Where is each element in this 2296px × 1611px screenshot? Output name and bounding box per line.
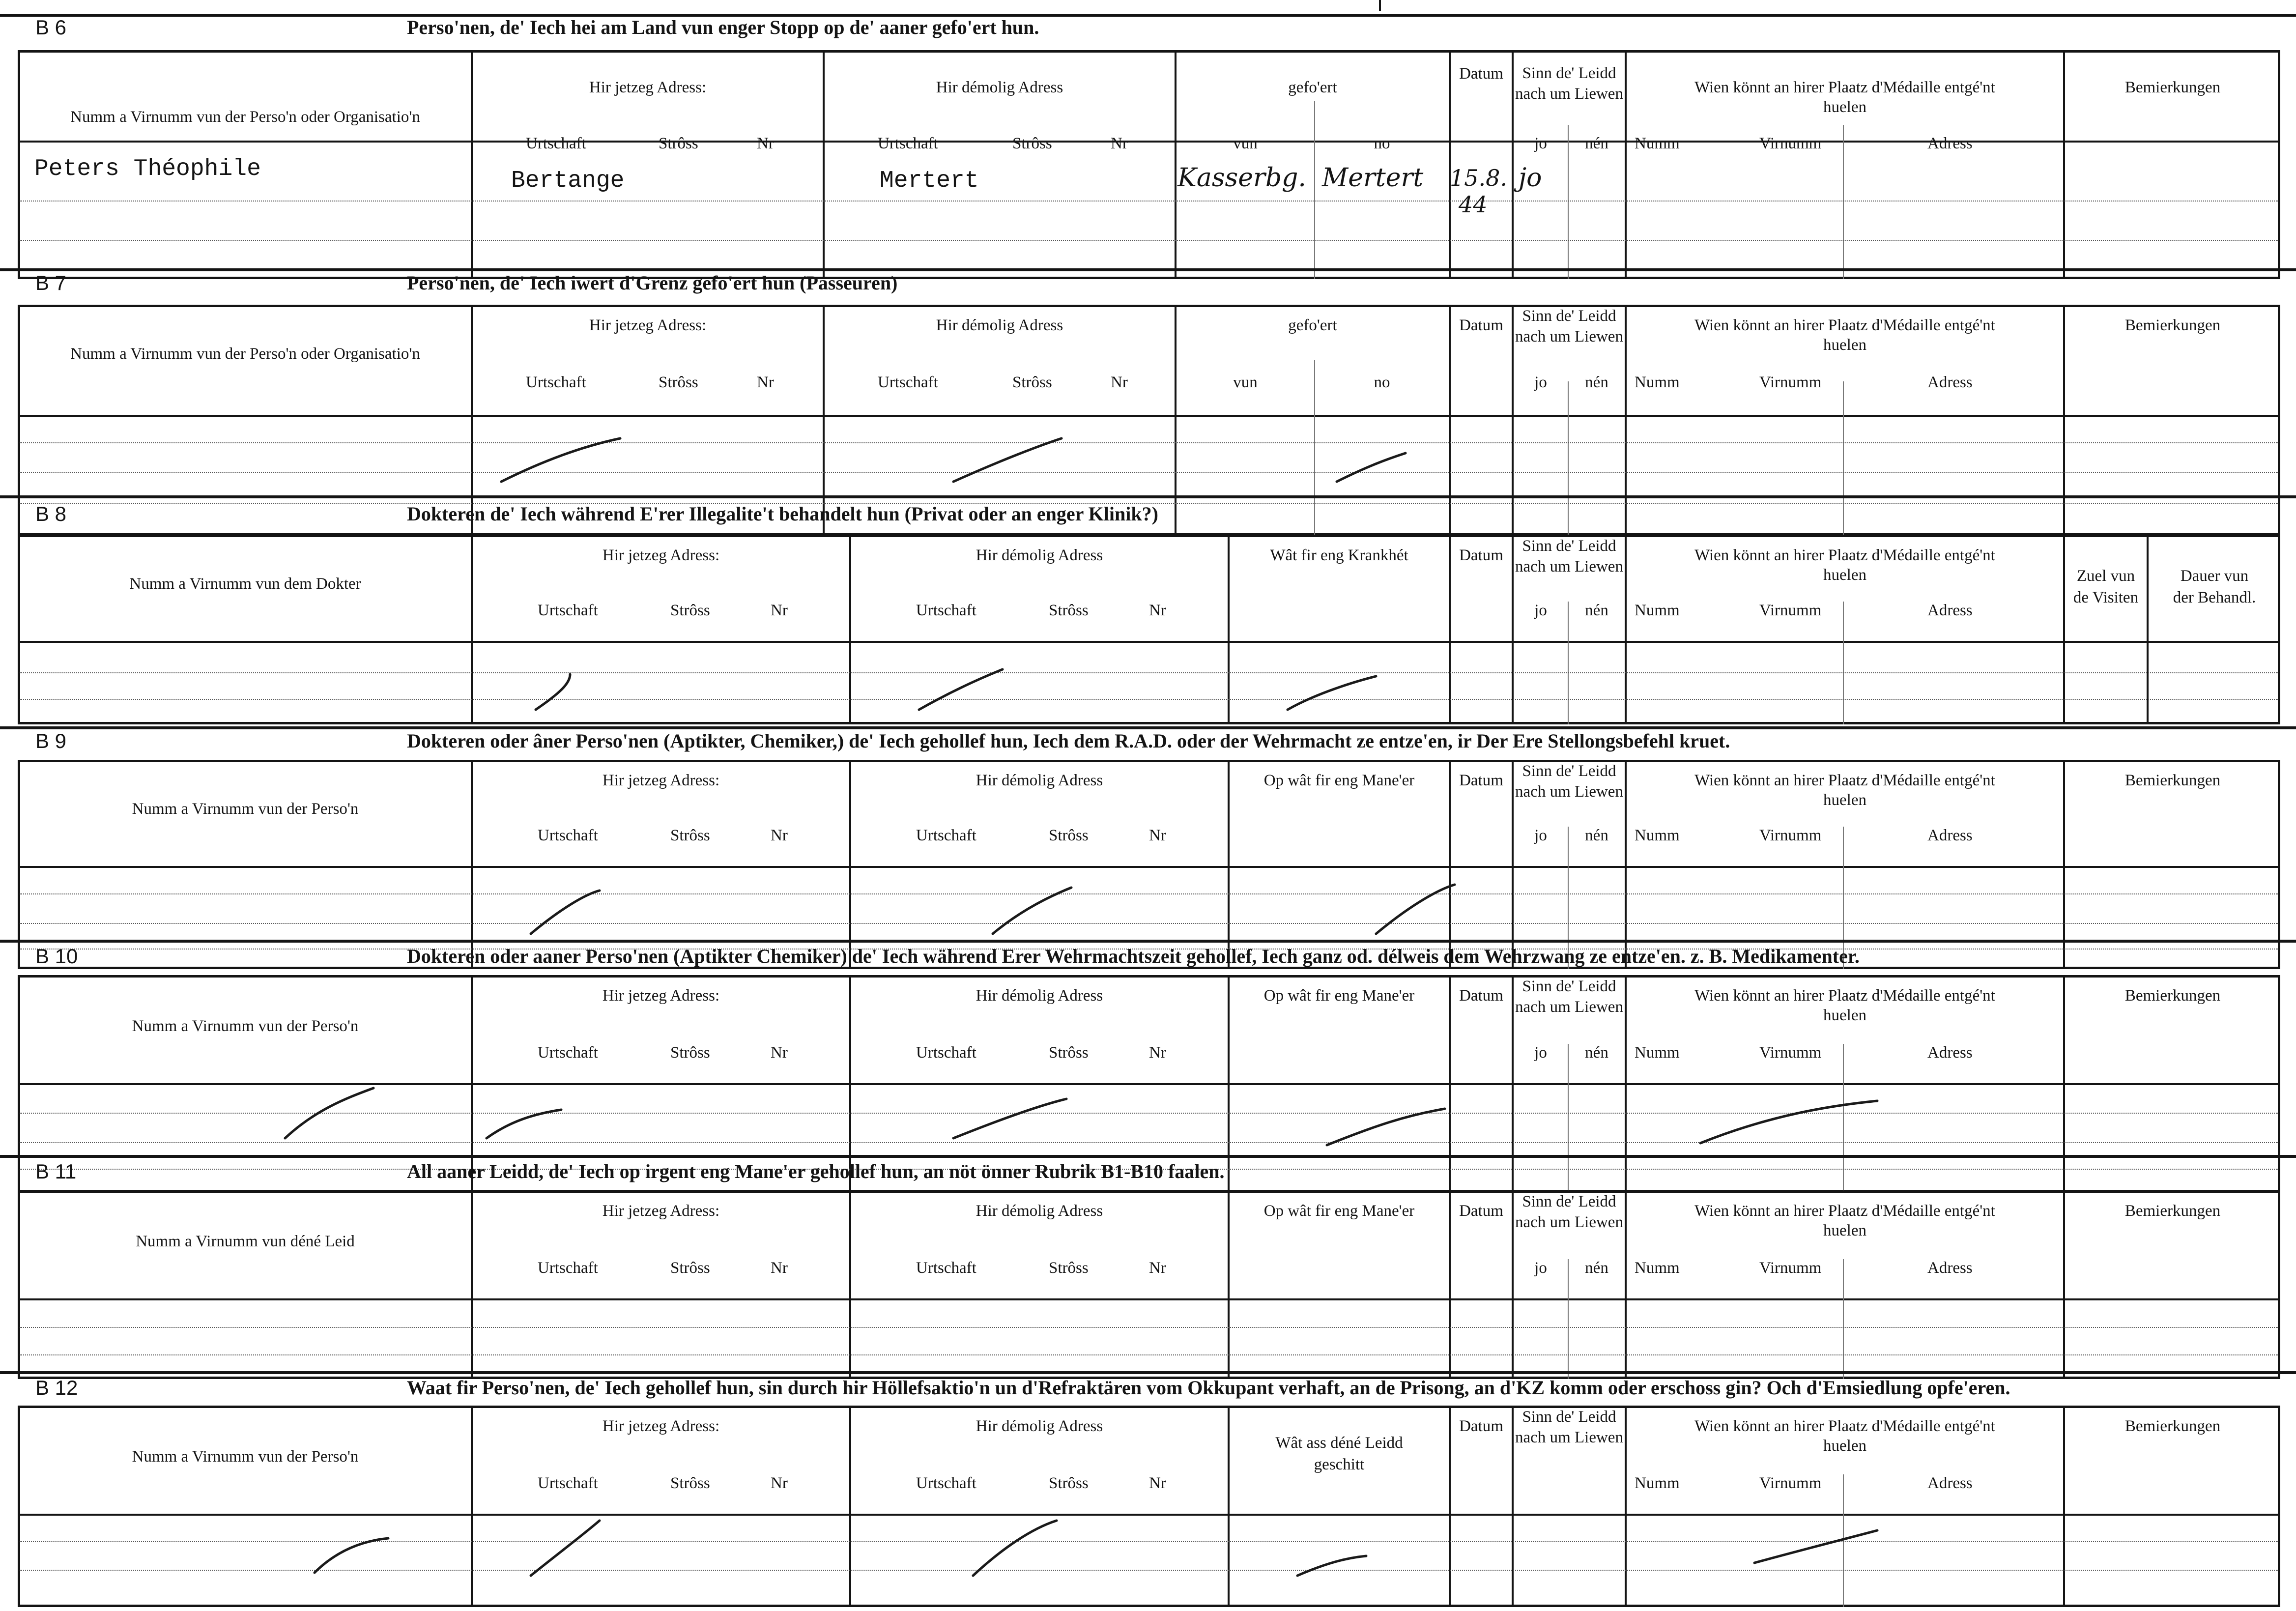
watass-header: Wât ass déné Leidd geschitt	[1275, 1434, 1403, 1473]
name-header: Numm a Virnumm vun der Perso'n oder Organisatio'n	[70, 345, 420, 363]
no-header: no	[1374, 374, 1390, 391]
section-title: Dokteren oder aaner Perso'nen (Aptikter Chemiker) de' Iech während Erer Wehrmachtszeit gehollef, Iech ganz od. délweis dem Wehrzwang ze entze'en. z. B. Medikamenter.	[407, 945, 1860, 967]
nr-header: Nr	[771, 1259, 788, 1277]
nr-header: Nr	[771, 827, 788, 844]
vun-header: vun	[1233, 135, 1258, 152]
entry-jetzeg-urtschaft: Bertange	[511, 168, 625, 194]
stross-header: Strôss	[1049, 1259, 1089, 1277]
entry-datum-1: 15.8.	[1450, 165, 1508, 191]
jetzeg-header: Hir jetzeg Adress:	[602, 547, 720, 564]
virnumm-header: Virnumm	[1759, 1044, 1822, 1062]
section-label: B 6	[35, 16, 67, 39]
stross-header: Strôss	[1049, 827, 1089, 844]
demolig-header: Hir démolig Adress	[976, 547, 1103, 564]
section-label: B 9	[35, 729, 67, 752]
stross-header: Strôss	[659, 374, 698, 391]
virnumm-header: Virnumm	[1759, 1474, 1822, 1492]
nen-header: nén	[1585, 602, 1608, 619]
bemierkungen-header: Bemierkungen	[2124, 1417, 2221, 1435]
jo-header: jo	[1534, 602, 1547, 619]
adress-header: Adress	[1927, 135, 1973, 152]
nr-header: Nr	[771, 1474, 788, 1492]
datum-header: Datum	[1459, 772, 1503, 789]
sinn-header: Sinn de' Leidd nach um Liewen	[1515, 1193, 1623, 1231]
numm-header: Numm	[1635, 135, 1680, 152]
urtschaft-header: Urtschaft	[916, 1474, 976, 1492]
no-header: no	[1374, 135, 1390, 152]
stross-header: Strôss	[670, 602, 710, 619]
urtschaft-header: Urtschaft	[916, 602, 976, 619]
opwat-header: Op wât fir eng Mane'er	[1263, 1202, 1415, 1220]
name-header: Numm a Virnumm vun der Perso'n oder Organisatio'n	[70, 108, 420, 126]
bemierkungen-header: Bemierkungen	[2124, 79, 2221, 96]
urtschaft-header: Urtschaft	[538, 1259, 598, 1277]
virnumm-header: Virnumm	[1759, 135, 1822, 152]
demolig-header: Hir démolig Adress	[976, 1202, 1103, 1220]
jetzeg-header: Hir jetzeg Adress:	[602, 1417, 720, 1435]
name-header: Numm a Virnumm vun der Perso'n	[132, 800, 359, 818]
bemierkungen-header: Bemierkungen	[2124, 1202, 2221, 1220]
section-label: B 8	[35, 502, 67, 525]
nen-header: nén	[1585, 374, 1608, 391]
datum-header: Datum	[1459, 1202, 1503, 1220]
vun-header: vun	[1233, 374, 1258, 391]
stross-header: Strôss	[670, 1474, 710, 1492]
virnumm-header: Virnumm	[1759, 827, 1822, 844]
section-title: Dokteren oder âner Perso'nen (Aptikter, Chemiker,) de' Iech gehollef hun, Iech dem R.A.D. oder der Wehrmacht ze entze'en, ir Der Ere Stellongsbefehl kruet.	[407, 730, 1730, 752]
stross-header: Strôss	[670, 1259, 710, 1277]
adress-header: Adress	[1927, 602, 1973, 619]
wien-header: Wien könnt an hirer Plaatz d'Médaille entgé'nt huelen	[1694, 547, 1995, 584]
nr-header: Nr	[771, 1044, 788, 1062]
jo-header: jo	[1534, 135, 1547, 152]
sinn-header: Sinn de' Leidd nach um Liewen	[1515, 64, 1623, 103]
sinn-header: Sinn de' Leidd nach um Liewen	[1515, 762, 1623, 801]
urtschaft-header: Urtschaft	[526, 135, 586, 152]
numm-header: Numm	[1635, 827, 1680, 844]
wien-header: Wien könnt an hirer Plaatz d'Médaille entgé'nt huelen	[1694, 79, 1995, 116]
urtschaft-header: Urtschaft	[916, 827, 976, 844]
numm-header: Numm	[1635, 1259, 1680, 1277]
sinn-header: Sinn de' Leidd nach um Liewen	[1515, 978, 1623, 1016]
stross-header: Strôss	[1049, 1044, 1089, 1062]
urtschaft-header: Urtschaft	[538, 1044, 598, 1062]
jetzeg-header: Hir jetzeg Adress:	[602, 1202, 720, 1220]
jetzeg-header: Hir jetzeg Adress:	[602, 772, 720, 789]
name-header: Numm a Virnumm vun déné Leid	[136, 1233, 355, 1250]
opwat-header: Op wât fir eng Mane'er	[1263, 772, 1415, 789]
nr-header: Nr	[1149, 827, 1166, 844]
nen-header: nén	[1585, 827, 1608, 844]
nr-header: Nr	[757, 135, 774, 152]
jetzeg-header: Hir jetzeg Adress:	[602, 987, 720, 1005]
demolig-header: Hir démolig Adress	[976, 772, 1103, 789]
demolig-header: Hir démolig Adress	[976, 1417, 1103, 1435]
adress-header: Adress	[1927, 1044, 1973, 1062]
adress-header: Adress	[1927, 374, 1973, 391]
datum-header: Datum	[1459, 987, 1503, 1005]
section-title: Dokteren de' Iech während E'rer Illegalite't behandelt hun (Privat oder an enger Klinik?)	[407, 503, 1158, 525]
datum-header: Datum	[1459, 65, 1503, 83]
urtschaft-header: Urtschaft	[878, 135, 938, 152]
wien-header: Wien könnt an hirer Plaatz d'Médaille entgé'nt huelen	[1694, 1202, 1995, 1239]
wien-header: Wien könnt an hirer Plaatz d'Médaille entgé'nt huelen	[1694, 316, 1995, 354]
section-label: B 11	[35, 1160, 77, 1183]
zuel-header: Zuel vun de Visiten	[2073, 567, 2139, 606]
wien-header: Wien könnt an hirer Plaatz d'Médaille entgé'nt huelen	[1694, 987, 1995, 1024]
name-header: Numm a Virnumm vun dem Dokter	[129, 575, 361, 593]
nr-header: Nr	[1149, 1474, 1166, 1492]
section-label: B 12	[35, 1376, 78, 1399]
bemierkungen-header: Bemierkungen	[2124, 772, 2221, 789]
nr-header: Nr	[1149, 1044, 1166, 1062]
sinn-header: Sinn de' Leidd nach um Liewen	[1515, 537, 1623, 575]
stross-header: Strôss	[1012, 135, 1052, 152]
nen-header: nén	[1585, 135, 1608, 152]
sinn-header: Sinn de' Leidd nach um Liewen	[1515, 307, 1623, 345]
stross-header: Strôss	[659, 135, 698, 152]
numm-header: Numm	[1635, 602, 1680, 619]
urtschaft-header: Urtschaft	[538, 827, 598, 844]
stross-header: Strôss	[1049, 602, 1089, 619]
entry-jo: jo	[1519, 163, 1542, 193]
stross-header: Strôss	[1012, 374, 1052, 391]
gefoert-header: gefo'ert	[1288, 79, 1337, 96]
numm-header: Numm	[1635, 374, 1680, 391]
sinn-header: Sinn de' Leidd nach um Liewen	[1515, 1408, 1623, 1446]
bemierkungen-header: Bemierkungen	[2124, 987, 2221, 1005]
nen-header: nén	[1585, 1259, 1608, 1277]
urtschaft-header: Urtschaft	[538, 602, 598, 619]
datum-header: Datum	[1459, 316, 1503, 334]
numm-header: Numm	[1635, 1044, 1680, 1062]
dauer-header: Dauer vun der Behandl.	[2173, 567, 2256, 606]
urtschaft-header: Urtschaft	[878, 374, 938, 391]
name-header: Numm a Virnumm vun der Perso'n	[132, 1017, 359, 1035]
stross-header: Strôss	[670, 827, 710, 844]
demolig-header: Hir démolig Adress	[976, 987, 1103, 1005]
section-title: All aaner Leidd, de' Iech op irgent eng Mane'er gehollef hun, an nöt önner Rubrik B1-B10 faalen.	[407, 1160, 1225, 1182]
entry-no: Mertert	[1322, 163, 1424, 193]
virnumm-header: Virnumm	[1759, 374, 1822, 391]
datum-header: Datum	[1459, 547, 1503, 564]
jo-header: jo	[1534, 1044, 1547, 1062]
jetzeg-header: Hir jetzeg Adress:	[589, 79, 707, 96]
entry-demolig-urtschaft: Mertert	[880, 168, 979, 194]
adress-header: Adress	[1927, 1474, 1973, 1492]
demolig-header: Hir démolig Adress	[936, 79, 1063, 96]
urtschaft-header: Urtschaft	[538, 1474, 598, 1492]
jo-header: jo	[1534, 1259, 1547, 1277]
wien-header: Wien könnt an hirer Plaatz d'Médaille entgé'nt huelen	[1694, 1417, 1995, 1455]
virnumm-header: Virnumm	[1759, 602, 1822, 619]
stross-header: Strôss	[670, 1044, 710, 1062]
adress-header: Adress	[1927, 827, 1973, 844]
nr-header: Nr	[1149, 602, 1166, 619]
krankhet-header: Wât fir eng Krankhét	[1270, 547, 1408, 564]
section-title: Perso'nen, de' Iech iwert d'Grenz gefo'ert hun (Passeuren)	[407, 272, 898, 294]
nr-header: Nr	[771, 602, 788, 619]
wien-header: Wien könnt an hirer Plaatz d'Médaille entgé'nt huelen	[1694, 772, 1995, 809]
datum-header: Datum	[1459, 1417, 1503, 1435]
bemierkungen-header: Bemierkungen	[2124, 316, 2221, 334]
jo-header: jo	[1534, 374, 1547, 391]
adress-header: Adress	[1927, 1259, 1973, 1277]
jo-header: jo	[1534, 827, 1547, 844]
section-title: Perso'nen, de' Iech hei am Land vun enger Stopp op de' aaner gefo'ert hun.	[407, 16, 1039, 38]
section-label: B 7	[35, 271, 67, 294]
gefoert-header: gefo'ert	[1288, 316, 1337, 334]
nen-header: nén	[1585, 1044, 1608, 1062]
jetzeg-header: Hir jetzeg Adress:	[589, 316, 707, 334]
numm-header: Numm	[1635, 1474, 1680, 1492]
nr-header: Nr	[1111, 374, 1128, 391]
nr-header: Nr	[1111, 135, 1128, 152]
entry-name: Peters Théophile	[34, 156, 261, 182]
opwat-header: Op wât fir eng Mane'er	[1263, 987, 1415, 1005]
urtschaft-header: Urtschaft	[916, 1044, 976, 1062]
urtschaft-header: Urtschaft	[916, 1259, 976, 1277]
stross-header: Strôss	[1049, 1474, 1089, 1492]
virnumm-header: Virnumm	[1759, 1259, 1822, 1277]
demolig-header: Hir démolig Adress	[936, 316, 1063, 334]
section-title: Waat fir Perso'nen, de' Iech gehollef hun, sin durch hir Höllefsaktio'n un d'Refraktären vom Okkupant verhaft, an de Prisong, an d'KZ komm oder erschoss gin? Och d'Emsiedlung opfe'eren.	[407, 1377, 2010, 1399]
entry-vun: Kasserbg.	[1177, 163, 1306, 193]
entry-datum-2: 44	[1459, 191, 1488, 218]
nr-header: Nr	[1149, 1259, 1166, 1277]
section-label: B 10	[35, 945, 78, 968]
nr-header: Nr	[757, 374, 774, 391]
name-header: Numm a Virnumm vun der Perso'n	[132, 1448, 359, 1466]
urtschaft-header: Urtschaft	[526, 374, 586, 391]
